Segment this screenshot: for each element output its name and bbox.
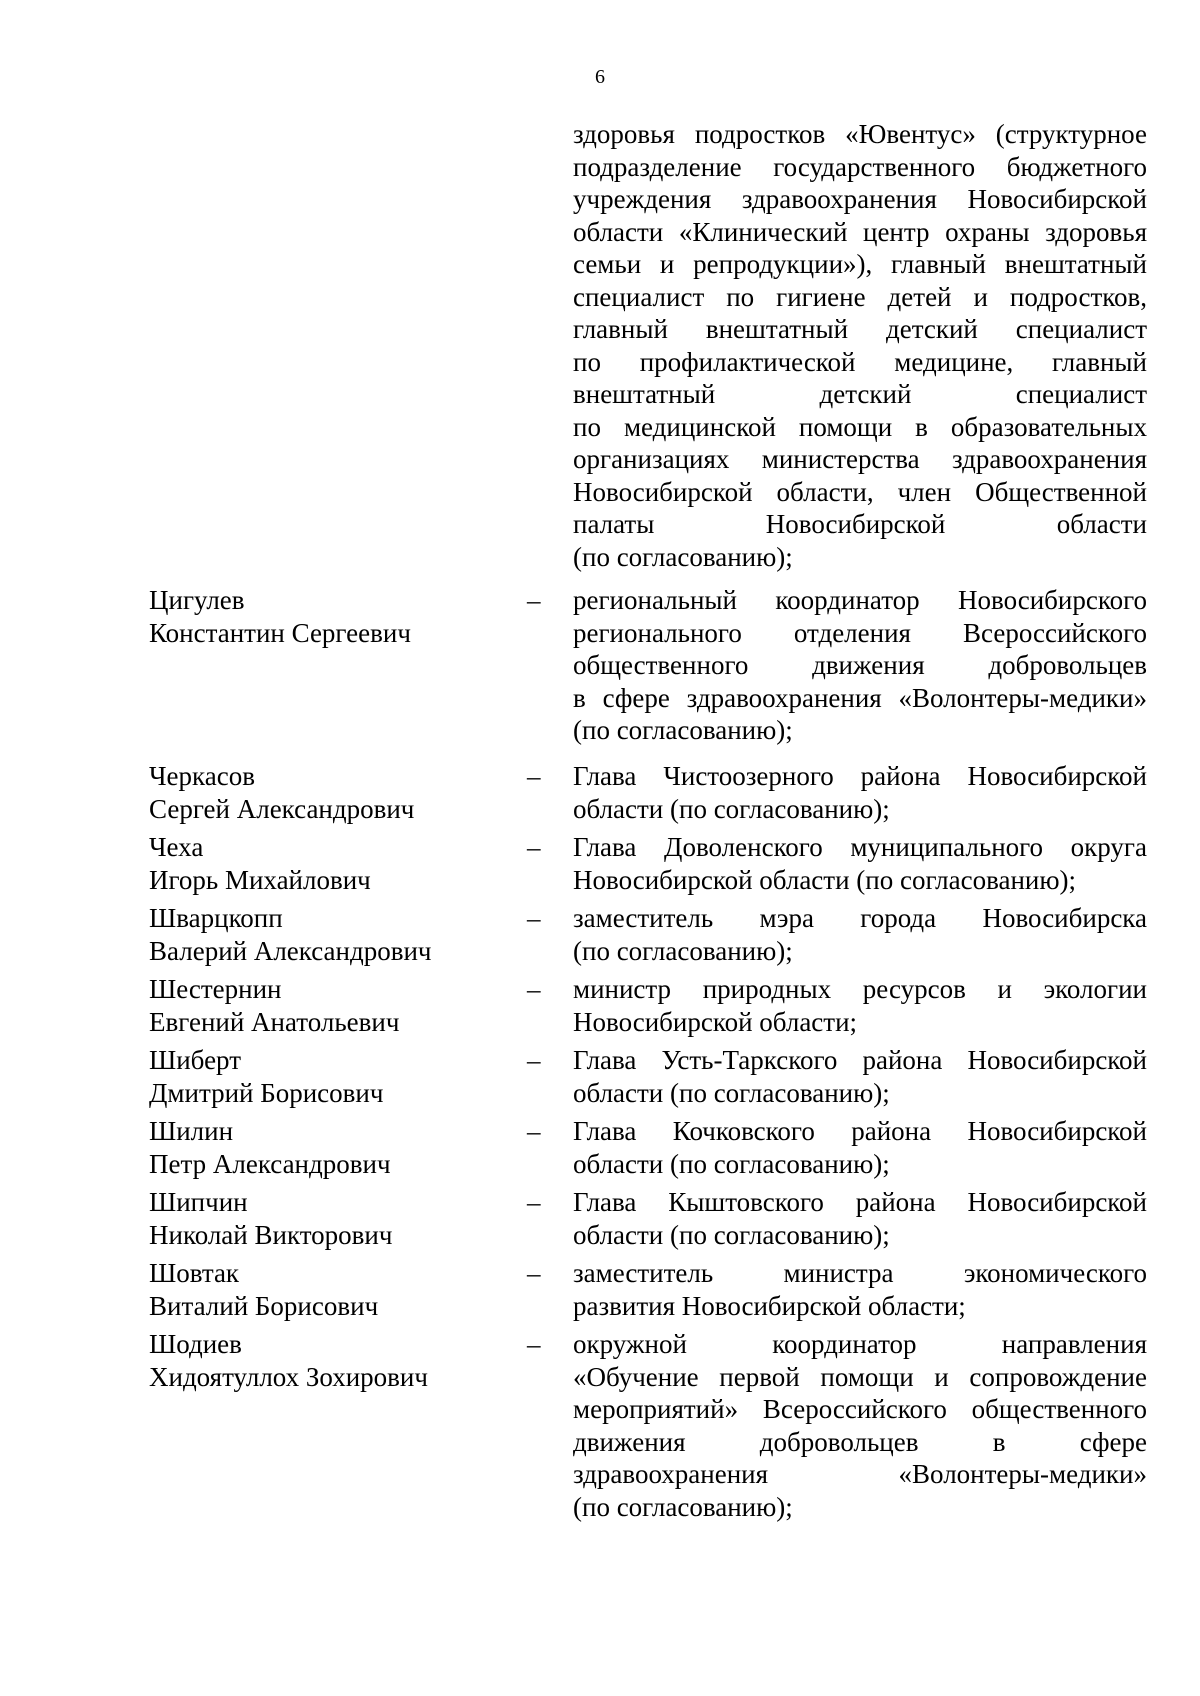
member-given-name: Хидоятуллох Зохирович xyxy=(149,1361,428,1392)
member-role xyxy=(573,1257,1147,1322)
role-line: организациях министерства здравоохранения xyxy=(573,444,1147,474)
role-line: по профилактической медицине, главный xyxy=(573,346,1147,377)
member-surname: Шестернин xyxy=(149,974,282,1004)
role-line: учреждения здравоохранения Новосибирской xyxy=(573,184,1147,214)
member-role xyxy=(573,1044,1147,1109)
member-surname: Шилин xyxy=(149,1116,234,1146)
dash-separator: – xyxy=(527,1045,541,1075)
member-given-name: Валерий Александрович xyxy=(149,935,432,966)
role-line: Глава Доволенского муниципального округа xyxy=(573,832,1147,862)
role-line: области «Клинический центр охраны здоровья xyxy=(573,216,1147,247)
member-entry xyxy=(149,584,1147,746)
member-entry xyxy=(149,902,1147,967)
dash-separator: – xyxy=(527,974,541,1004)
role-line: окружной координатор направления xyxy=(573,1329,1147,1359)
member-surname: Шварцкопп xyxy=(149,903,283,933)
member-role xyxy=(573,1186,1147,1251)
member-entry xyxy=(149,1044,1147,1109)
role-line: Глава Кыштовского района Новосибирской xyxy=(573,1187,1147,1217)
dash-separator: – xyxy=(527,832,541,862)
role-line: области (по согласованию); xyxy=(573,1077,890,1108)
member-role xyxy=(573,973,1147,1038)
dash-separator: – xyxy=(527,1116,541,1146)
member-surname: Чеха xyxy=(149,832,204,862)
role-line: министр природных ресурсов и экологии xyxy=(573,974,1147,1004)
member-role xyxy=(573,902,1147,967)
member-given-name: Игорь Михайлович xyxy=(149,864,371,895)
member-given-name: Константин Сергеевич xyxy=(149,617,411,648)
role-line: общественного движения добровольцев xyxy=(573,650,1147,680)
member-name xyxy=(149,902,509,967)
role-line: в сфере здравоохранения «Волонтеры-медики» xyxy=(573,682,1147,713)
role-line: области (по согласованию); xyxy=(573,1219,890,1250)
role-line: области (по согласованию); xyxy=(573,793,890,824)
role-line: «Обучение первой помощи и сопровождение xyxy=(573,1361,1147,1392)
member-surname: Шовтак xyxy=(149,1258,240,1288)
member-role xyxy=(573,1328,1147,1523)
member-name xyxy=(149,1257,509,1322)
member-given-name: Петр Александрович xyxy=(149,1148,391,1179)
role-line: главный внештатный детский специалист xyxy=(573,314,1147,344)
role-line: Глава Кочковского района Новосибирской xyxy=(573,1116,1147,1146)
member-given-name: Виталий Борисович xyxy=(149,1290,379,1321)
member-given-name: Николай Викторович xyxy=(149,1219,393,1250)
dash-separator: – xyxy=(527,1187,541,1217)
role-line: регионального отделения Всероссийского xyxy=(573,617,1147,648)
dash-separator: – xyxy=(527,761,541,791)
member-role xyxy=(573,584,1147,747)
role-line: специалист по гигиене детей и подростков, xyxy=(573,281,1147,312)
role-line: семьи и репродукции»), главный внештатный xyxy=(573,249,1147,279)
role-line: мероприятий» Всероссийского общественного xyxy=(573,1394,1147,1424)
member-list xyxy=(149,584,1147,1523)
member-surname: Цигулев xyxy=(149,585,245,615)
role-line: заместитель министра экономического xyxy=(573,1258,1147,1288)
role-line: (по согласованию); xyxy=(573,935,793,966)
role-line: внештатный детский специалист xyxy=(573,379,1147,409)
member-surname: Черкасов xyxy=(149,761,255,791)
dash-separator: – xyxy=(527,1258,541,1288)
role-line: здоровья подростков «Ювентус» (структурное xyxy=(573,119,1147,149)
page-number: 6 xyxy=(595,66,605,88)
role-line: Глава Чистоозерного района Новосибирской xyxy=(573,761,1147,791)
member-name xyxy=(149,973,509,1038)
role-line: Новосибирской области (по согласованию); xyxy=(573,864,1077,895)
member-entry xyxy=(149,1115,1147,1180)
role-line: области (по согласованию); xyxy=(573,1148,890,1179)
member-given-name: Евгений Анатольевич xyxy=(149,1006,400,1037)
member-name xyxy=(149,1115,509,1180)
continued-role-text xyxy=(573,118,1147,573)
role-line: заместитель мэра города Новосибирска xyxy=(573,903,1147,933)
member-given-name: Дмитрий Борисович xyxy=(149,1077,384,1108)
member-entry xyxy=(149,1328,1147,1523)
member-name xyxy=(149,584,509,649)
role-line: (по согласованию); xyxy=(573,541,793,572)
member-role xyxy=(573,1115,1147,1180)
dash-separator: – xyxy=(527,903,541,933)
member-name xyxy=(149,1328,509,1393)
role-line: развития Новосибирской области; xyxy=(573,1290,966,1321)
member-entry xyxy=(149,831,1147,896)
member-surname: Шиберт xyxy=(149,1045,241,1075)
member-name xyxy=(149,760,509,825)
member-given-name: Сергей Александрович xyxy=(149,793,415,824)
member-name xyxy=(149,831,509,896)
role-line: (по согласованию); xyxy=(573,715,793,745)
role-line: подразделение государственного бюджетного xyxy=(573,151,1147,182)
member-entry xyxy=(149,973,1147,1038)
role-line: по медицинской помощи в образовательных xyxy=(573,411,1147,442)
dash-separator: – xyxy=(527,1329,541,1359)
role-line: здравоохранения «Волонтеры-медики» xyxy=(573,1459,1147,1489)
role-line: движения добровольцев в сфере xyxy=(573,1426,1147,1457)
role-line: Новосибирской области; xyxy=(573,1006,858,1037)
role-line: Новосибирской области, член Общественной xyxy=(573,476,1147,507)
member-role xyxy=(573,831,1147,896)
role-line: региональный координатор Новосибирского xyxy=(573,585,1147,615)
member-name xyxy=(149,1044,509,1109)
role-line: (по согласованию); xyxy=(573,1491,793,1522)
member-entry xyxy=(149,1257,1147,1322)
member-entry xyxy=(149,1186,1147,1251)
member-surname: Шипчин xyxy=(149,1187,248,1217)
member-entry xyxy=(149,760,1147,825)
member-surname: Шодиев xyxy=(149,1329,242,1359)
role-line: палаты Новосибирской области xyxy=(573,509,1147,539)
member-role xyxy=(573,760,1147,825)
member-name xyxy=(149,1186,509,1251)
role-line: Глава Усть-Таркского района Новосибирской xyxy=(573,1045,1147,1075)
dash-separator: – xyxy=(527,585,541,615)
